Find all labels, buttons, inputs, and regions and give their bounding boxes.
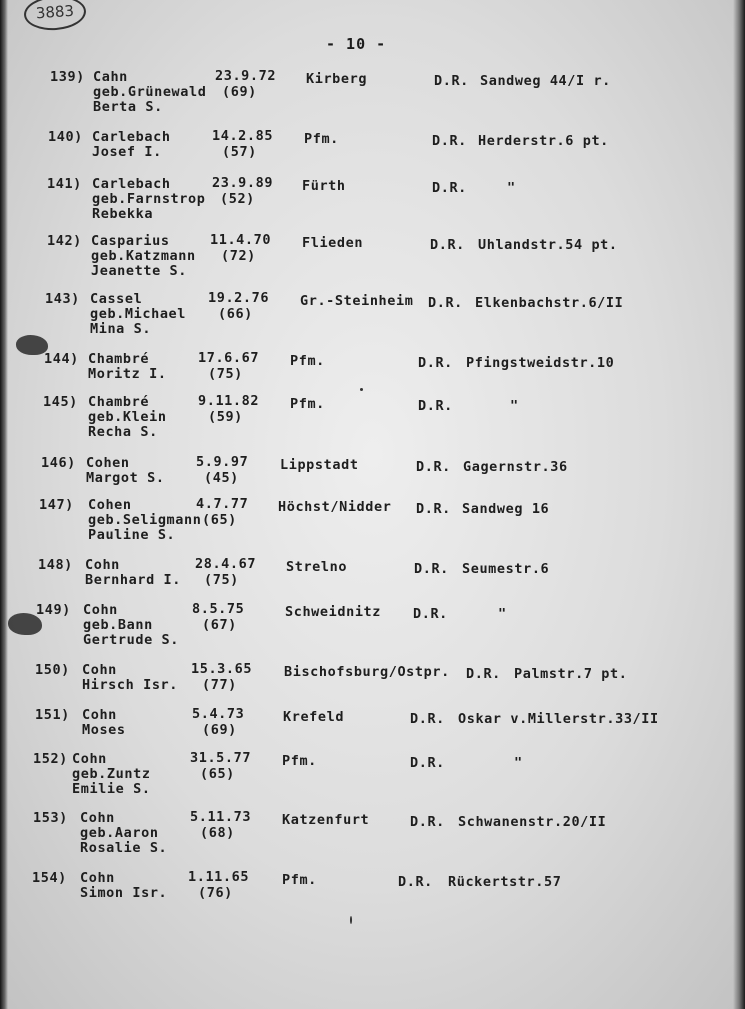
entry-name-line: Pauline S. bbox=[88, 527, 176, 543]
entry-birth-date: 4.7.77 bbox=[196, 496, 249, 512]
entry-residence-city: D.R. bbox=[414, 561, 449, 577]
entry-birthplace: Schweidnitz bbox=[285, 604, 382, 620]
entry-number: 144) bbox=[44, 351, 79, 367]
entry-residence-city: D.R. bbox=[430, 237, 465, 253]
entry-age: (75) bbox=[208, 366, 243, 382]
entry-address: Elkenbachstr.6/II bbox=[475, 295, 624, 311]
entry-age: (67) bbox=[202, 617, 237, 633]
entry-address: " bbox=[507, 180, 516, 196]
entry-birthplace: Flieden bbox=[302, 235, 364, 251]
entry-birthplace: Gr.-Steinheim bbox=[300, 293, 414, 309]
entry-address: Palmstr.7 pt. bbox=[514, 666, 628, 682]
entry-address: Sandweg 44/I r. bbox=[480, 73, 611, 89]
entry-address: Oskar v.Millerstr.33/II bbox=[458, 711, 659, 727]
entry-name-line: geb.Klein bbox=[88, 409, 167, 425]
entry-name-line: Cohn bbox=[82, 707, 117, 723]
entry-age: (75) bbox=[204, 572, 239, 588]
entry-number: 149) bbox=[36, 602, 71, 618]
entry-residence-city: D.R. bbox=[416, 459, 451, 475]
entry-birth-date: 31.5.77 bbox=[190, 750, 252, 766]
entry-number: 141) bbox=[47, 176, 82, 192]
entry-name-line: Josef I. bbox=[92, 144, 162, 160]
entry-age: (72) bbox=[221, 248, 256, 264]
entry-number: 147) bbox=[39, 497, 74, 513]
entry-name-line: Chambré bbox=[88, 351, 150, 367]
entry-age: (57) bbox=[222, 144, 257, 160]
entry-birth-date: 14.2.85 bbox=[212, 128, 274, 144]
entry-name-line: Cassel bbox=[90, 291, 143, 307]
entry-birth-date: 5.4.73 bbox=[192, 706, 245, 722]
entry-name-line: Simon Isr. bbox=[80, 885, 168, 901]
entry-name-line: Hirsch Isr. bbox=[82, 677, 179, 693]
entry-age: (59) bbox=[208, 409, 243, 425]
entry-name-line: Jeanette S. bbox=[91, 263, 188, 279]
scan-speck bbox=[350, 916, 352, 924]
entry-name-line: Mina S. bbox=[90, 321, 152, 337]
entry-name-line: Cohen bbox=[86, 455, 130, 471]
entry-birthplace: Pfm. bbox=[282, 872, 317, 888]
entry-birthplace: Fürth bbox=[302, 178, 346, 194]
entry-birthplace: Pfm. bbox=[304, 131, 339, 147]
entry-name-line: Cohn bbox=[82, 662, 117, 678]
scan-edge-right bbox=[733, 0, 745, 1009]
entry-name-line: Emilie S. bbox=[72, 781, 151, 797]
entry-number: 142) bbox=[47, 233, 82, 249]
entry-residence-city: D.R. bbox=[432, 180, 467, 196]
entry-name-line: geb.Seligmann bbox=[88, 512, 202, 528]
entry-residence-city: D.R. bbox=[434, 73, 469, 89]
entry-birth-date: 28.4.67 bbox=[195, 556, 257, 572]
archive-stamp: 3883 bbox=[23, 0, 87, 32]
entry-birthplace: Lippstadt bbox=[280, 457, 359, 473]
entry-age: (52) bbox=[220, 191, 255, 207]
entry-number: 140) bbox=[48, 129, 83, 145]
entry-birth-date: 5.11.73 bbox=[190, 809, 252, 825]
entry-birth-date: 15.3.65 bbox=[191, 661, 253, 677]
entry-name-line: Chambré bbox=[88, 394, 150, 410]
entry-address: " bbox=[510, 398, 519, 414]
entry-name-line: Moritz I. bbox=[88, 366, 167, 382]
entry-number: 151) bbox=[35, 707, 70, 723]
entry-address: Gagernstr.36 bbox=[463, 459, 568, 475]
entry-birth-date: 11.4.70 bbox=[210, 232, 272, 248]
page-number: - 10 - bbox=[326, 35, 387, 53]
entry-residence-city: D.R. bbox=[418, 398, 453, 414]
entry-name-line: Gertrude S. bbox=[83, 632, 180, 648]
entry-birthplace: Katzenfurt bbox=[282, 812, 370, 828]
entry-birthplace: Pfm. bbox=[290, 353, 325, 369]
entry-name-line: Moses bbox=[82, 722, 126, 738]
entry-name-line: Bernhard I. bbox=[85, 572, 182, 588]
entry-residence-city: D.R. bbox=[410, 711, 445, 727]
entry-number: 143) bbox=[45, 291, 80, 307]
entry-age: (69) bbox=[202, 722, 237, 738]
entry-name-line: Casparius bbox=[91, 233, 170, 249]
entry-birthplace: Pfm. bbox=[282, 753, 317, 769]
entry-address: Herderstr.6 pt. bbox=[478, 133, 609, 149]
entry-address: Uhlandstr.54 pt. bbox=[478, 237, 618, 253]
entry-name-line: Cohn bbox=[83, 602, 118, 618]
entry-name-line: geb.Michael bbox=[90, 306, 187, 322]
entry-name-line: Carlebach bbox=[92, 129, 171, 145]
entry-birthplace: Bischofsburg/Ostpr. bbox=[284, 664, 450, 680]
entry-residence-city: D.R. bbox=[410, 755, 445, 771]
entry-name-line: geb.Bann bbox=[83, 617, 153, 633]
entry-name-line: Carlebach bbox=[92, 176, 171, 192]
entry-number: 150) bbox=[35, 662, 70, 678]
entry-address: Pfingstweidstr.10 bbox=[466, 355, 615, 371]
entry-number: 154) bbox=[32, 870, 67, 886]
entry-name-line: geb.Zuntz bbox=[72, 766, 151, 782]
entry-name-line: Cohn bbox=[80, 810, 115, 826]
scan-speck bbox=[360, 388, 363, 391]
scan-edge-left bbox=[0, 0, 8, 1009]
entry-birth-date: 5.9.97 bbox=[196, 454, 249, 470]
entry-name-line: geb.Farnstrop bbox=[92, 191, 206, 207]
entry-name-line: geb.Katzmann bbox=[91, 248, 196, 264]
entry-birthplace: Krefeld bbox=[283, 709, 345, 725]
entry-name-line: Rosalie S. bbox=[80, 840, 168, 856]
entry-birthplace: Strelno bbox=[286, 559, 348, 575]
entry-residence-city: D.R. bbox=[416, 501, 451, 517]
entry-name-line: Cohen bbox=[88, 497, 132, 513]
entry-age: (66) bbox=[218, 306, 253, 322]
entry-residence-city: D.R. bbox=[432, 133, 467, 149]
entry-age: (68) bbox=[200, 825, 235, 841]
entry-birth-date: 19.2.76 bbox=[208, 290, 270, 306]
entry-birthplace: Pfm. bbox=[290, 396, 325, 412]
entry-age: (69) bbox=[222, 84, 257, 100]
entry-address: " bbox=[498, 606, 507, 622]
entry-name-line: Cohn bbox=[85, 557, 120, 573]
entry-birth-date: 1.11.65 bbox=[188, 869, 250, 885]
entry-birth-date: 17.6.67 bbox=[198, 350, 260, 366]
entry-address: Rückertstr.57 bbox=[448, 874, 562, 890]
entry-name-line: geb.Aaron bbox=[80, 825, 159, 841]
entry-residence-city: D.R. bbox=[413, 606, 448, 622]
entry-number: 152) bbox=[33, 751, 68, 767]
entry-age: (65) bbox=[202, 512, 237, 528]
entry-residence-city: D.R. bbox=[398, 874, 433, 890]
entry-address: " bbox=[514, 755, 523, 771]
entry-age: (77) bbox=[202, 677, 237, 693]
entry-name-line: Recha S. bbox=[88, 424, 158, 440]
entry-residence-city: D.R. bbox=[428, 295, 463, 311]
entry-name-line: Berta S. bbox=[93, 99, 163, 115]
entry-number: 139) bbox=[50, 69, 85, 85]
entry-name-line: Cahn bbox=[93, 69, 128, 85]
entry-number: 153) bbox=[33, 810, 68, 826]
entry-address: Schwanenstr.20/II bbox=[458, 814, 607, 830]
entry-birth-date: 8.5.75 bbox=[192, 601, 245, 617]
entry-number: 146) bbox=[41, 455, 76, 471]
entry-age: (65) bbox=[200, 766, 235, 782]
entry-name-line: Margot S. bbox=[86, 470, 165, 486]
entry-name-line: geb.Grünewald bbox=[93, 84, 207, 100]
entry-age: (76) bbox=[198, 885, 233, 901]
entry-residence-city: D.R. bbox=[410, 814, 445, 830]
entry-name-line: Cohn bbox=[80, 870, 115, 886]
entry-birth-date: 23.9.72 bbox=[215, 68, 277, 84]
entry-birth-date: 9.11.82 bbox=[198, 393, 260, 409]
entry-residence-city: D.R. bbox=[466, 666, 501, 682]
entry-name-line: Cohn bbox=[72, 751, 107, 767]
entry-birth-date: 23.9.89 bbox=[212, 175, 274, 191]
entry-birthplace: Kirberg bbox=[306, 71, 368, 87]
entry-address: Seumestr.6 bbox=[462, 561, 550, 577]
entry-address: Sandweg 16 bbox=[462, 501, 550, 517]
entry-birthplace: Höchst/Nidder bbox=[278, 499, 392, 515]
entry-residence-city: D.R. bbox=[418, 355, 453, 371]
entry-number: 145) bbox=[43, 394, 78, 410]
entry-number: 148) bbox=[38, 557, 73, 573]
entry-name-line: Rebekka bbox=[92, 206, 154, 222]
entry-age: (45) bbox=[204, 470, 239, 486]
